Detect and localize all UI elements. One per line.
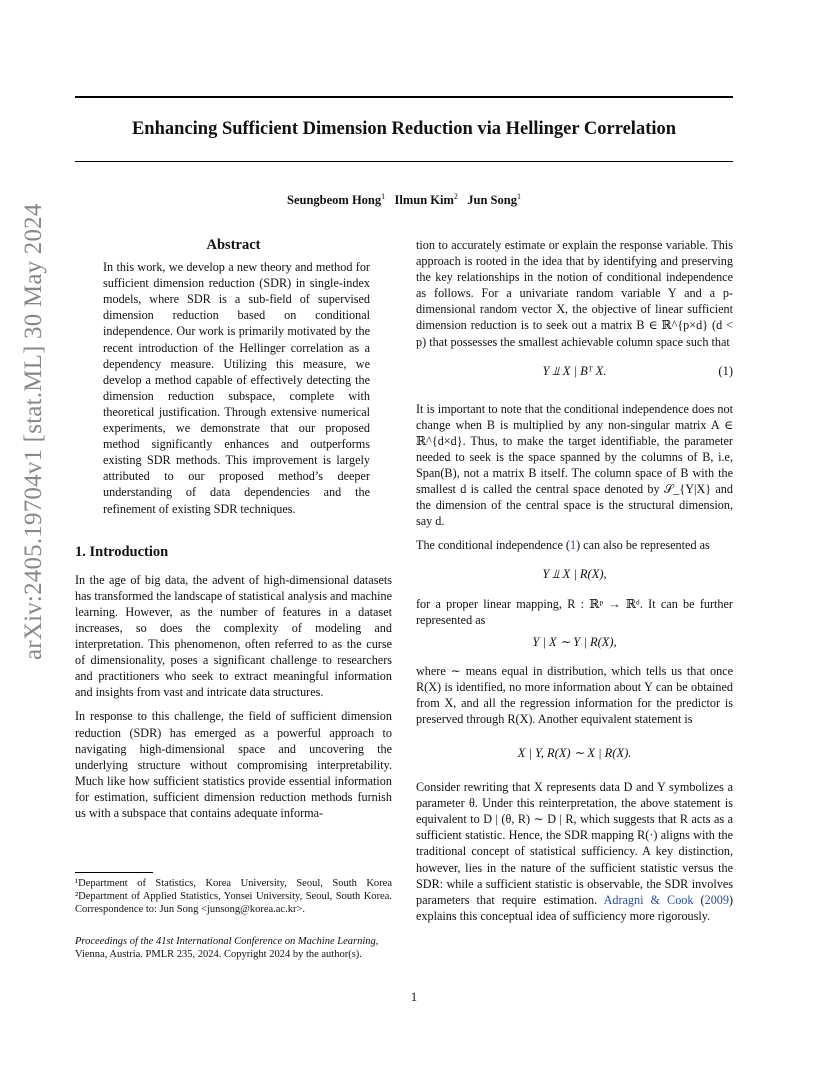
proceedings-venue: Proceedings of the 41st International Conference on Machine Learning (75, 936, 376, 947)
author-list (75, 192, 733, 208)
citation-link[interactable]: Adragni & Cook (603, 892, 694, 907)
abstract-text: In this work, we develop a new theory and method for sufficient dimension reduction (SDR) in single-index models, where SDR is a sub-field of supervised dimension reduction based on conditional independence. Our work is primarily motivated by the recent introduction of the Hellinger correlation as a dependency measure. Utilizing this measure, we develop a method capable of effectively detecting the dimension reduction subspace, complete with theoretical justification. Through extensive numerical experiments, we demonstrate that our proposed method significantly enhances and outperforms existing SDR methods. This improvement is largely attributed to our proposed method’s deeper understanding of data dependencies and the refinement of existing SDR techniques. (103, 260, 370, 516)
author-affiliation: 1 (381, 192, 386, 201)
title-rule-top (75, 96, 733, 98)
arxiv-watermark: arXiv:2405.19704v1 [stat.ML] 30 May 2024 (20, 203, 47, 660)
title-rule-bottom (75, 161, 733, 162)
equation-4 (416, 745, 733, 761)
paragraph: It is important to note that the conditional independence does not change when B is multiplied by any non-singular matrix A ∈ ℝ^{d×d}. Thus, to make the target identifiable, the parameter needed to seek is the space spanned by the columns of B, i.e, Span(B), not a matrix B itself. The column space of B with the smallest d is called the central space denoted by 𝒮_{Y|X} and the dimension of the central space is the structural dimension, say d. (416, 401, 733, 529)
equation-number: (1) (718, 363, 733, 378)
author-affiliation: 2 (453, 192, 458, 201)
equation-3 (416, 634, 733, 650)
proceedings-note (75, 935, 392, 961)
affiliation-footnote: ¹Department of Statistics, Korea University, Seoul, South Korea ²Department of Applied Statistics, Yonsei University, Seoul, South Korea. Correspondence to: Jun Song <junsong@korea.ac.kr>. (75, 878, 392, 915)
page-number: 1 (410, 990, 418, 1004)
footnote-rule (75, 872, 153, 873)
text-run: Consider rewriting that X represents data D and Y symbolizes a parameter θ. Under this reinterpretation, the above statement is equivalent to D | (θ, R) ∼ D | R, which suggests that R acts as a sufficient statistic. Hence, the SDR mapping R(·) aligns with the traditional concept of statistical sufficiency. A key distinction, however, lies in the nature of the sufficient statistic versus the SDR: while a sufficient statistic is observable, the SDR involves parameters that require estimation. (416, 780, 733, 907)
paragraph: In response to this challenge, the field of sufficient dimension reduction (SDR) has emerged as a powerful approach to navigating high-dimensional space and uncovering the underlying structure without compromising interpretability. Much like how sufficient statistics provide essential information for estimation, sufficient dimension reduction methods furnish us with a subspace that contains adequate informa- (75, 709, 392, 820)
author-name: Seungbeom Hong (287, 193, 382, 208)
text-run: ) can also be represented as (576, 538, 710, 553)
equation-1 (416, 363, 733, 379)
author-affiliation: 1 (516, 192, 521, 201)
paragraph: where ∼ means equal in distribution, which tells us that once R(X) is identified, no more information about Y can be obtained from X, and all the regression information for the predictor is preserved through R(X). Another equivalent statement is (416, 663, 733, 726)
proceedings-details: , Vienna, Austria. PMLR 235, 2024. Copyright 2024 by the author(s). (75, 936, 379, 960)
equation-body: Y | X ∼ Y | R(X), (532, 634, 617, 649)
equation-2 (416, 567, 733, 583)
left-column (75, 237, 392, 821)
paragraph: tion to accurately estimate or explain the response variable. This approach is rooted in the idea that by identifying and preserving the key relationships in the notion of conditional independence as follows. For a univariate random variable Y and a p-dimensional random vector X, the objective of linear sufficient dimension reduction is to seek out a matrix B ∈ ℝ^{p×d} (d < p) that possesses the smallest achievable column space such that (416, 238, 733, 349)
text-run: explains this conceptual idea of sufficiency more rigorously. (416, 908, 711, 923)
paper-title: Enhancing Sufficient Dimension Reduction via Hellinger Correlation (131, 119, 677, 139)
author-name: Ilmun Kim (394, 193, 454, 208)
equation-body: Y ⫫ X | R(X), (542, 567, 607, 582)
right-column (416, 237, 733, 924)
footnotes (75, 877, 392, 961)
paragraph: for a proper linear mapping, R : ℝᵖ → ℝᵈ. It can be further represented as (416, 596, 733, 627)
equation-body: Y ⫫ X | Bᵀ X. (542, 363, 607, 378)
paragraph (416, 537, 733, 553)
abstract-heading: Abstract (206, 237, 261, 253)
citation-year-link[interactable]: 2009 (704, 892, 729, 907)
author-name: Jun Song (467, 193, 517, 208)
equation-ref-link[interactable]: 1 (569, 538, 577, 553)
paragraph: In the age of big data, the advent of high-dimensional datasets has transformed the landscape of statistical analysis and machine learning. However, as the number of features in a dataset increases, so does the complexity of modeling and interpretation. This phenomenon, often referred to as the curse of dimensionality, poses a significant challenge to researchers and practitioners who seek to extract meaningful information and insights from vast and intricate data structures. (75, 572, 392, 700)
section-heading-introduction: 1. Introduction (75, 543, 169, 560)
equation-body: X | Y, R(X) ∼ X | R(X). (517, 746, 632, 761)
paragraph: Consider rewriting that X represents data D and Y symbolizes a parameter θ. Under this reinterpretation, the above statement is equivalent to D | (θ, R) ∼ D | R, which suggests that R acts as a sufficient statistic. Hence, the SDR mapping R(·) aligns with the traditional concept of statistical sufficiency. A key distinction, however, lies in the nature of the sufficient statistic versus the SDR: while a sufficient statistic is observable, the SDR involves parameters that require estimation. Adragni & Cook (2009) explains this conceptual idea of sufficiency more rigorously. (416, 780, 734, 923)
text-run: The conditional independence ( (416, 538, 570, 553)
